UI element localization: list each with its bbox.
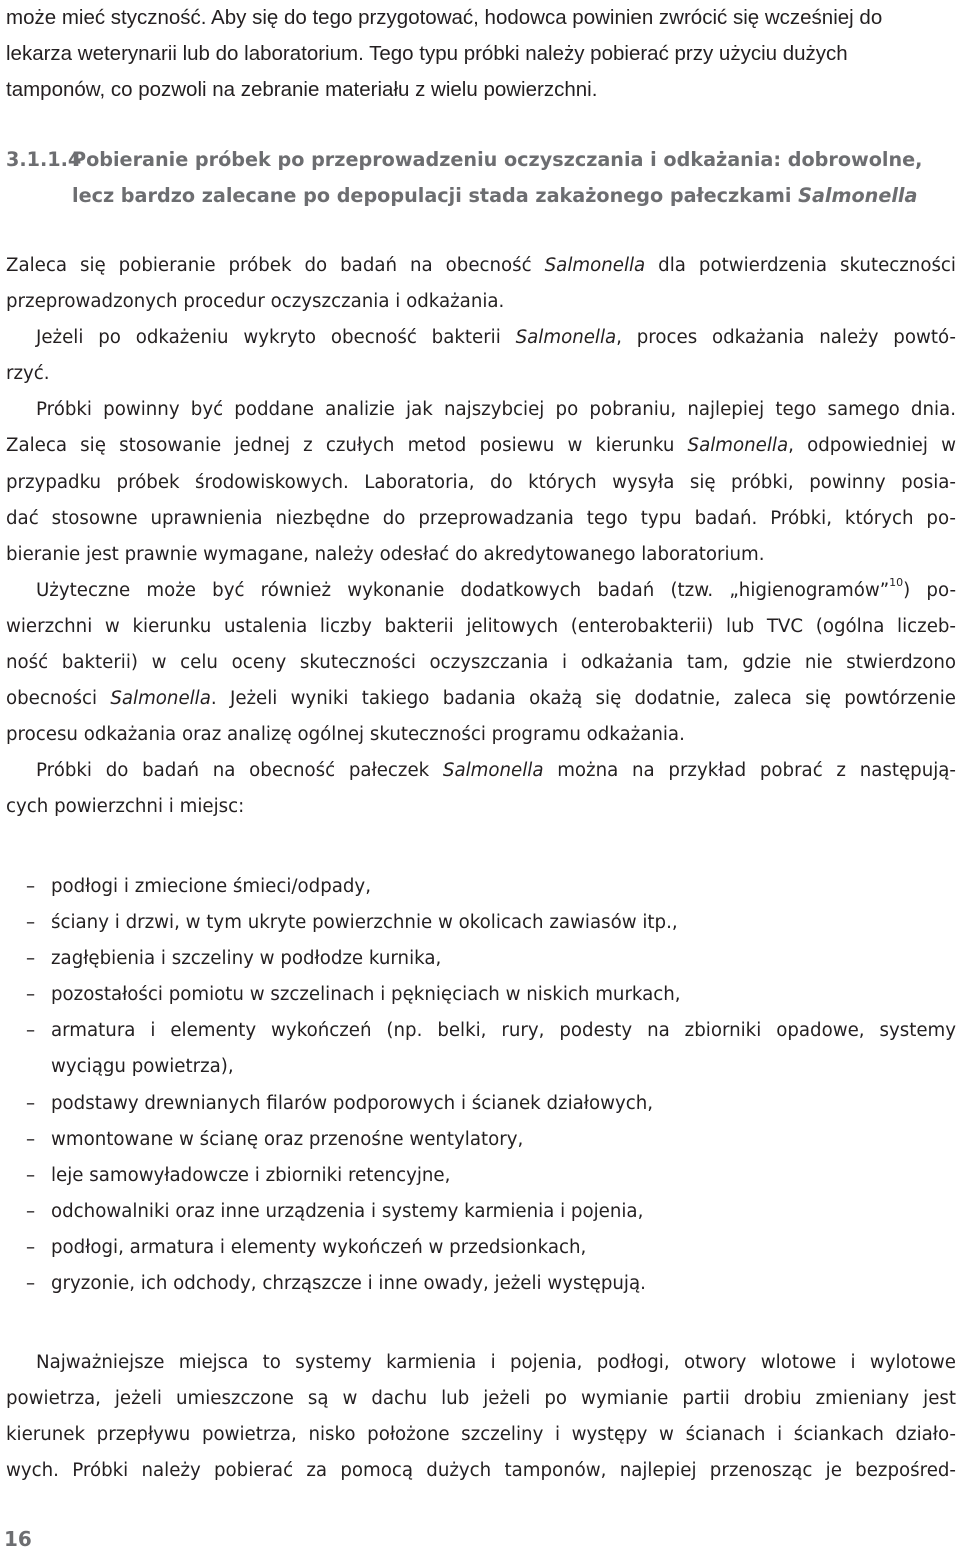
text-line: Najważniejsze miejsca to systemy karmienia i pojenia, podłogi, otwory wlotowe i wylotowe: [36, 1352, 956, 1373]
list-item-text: – zagłębienia i szczeliny w podłodze kurnika,: [51, 948, 442, 970]
italic-term: Salmonella: [544, 255, 646, 276]
text-line: [6, 681, 956, 717]
list-item: [26, 1194, 956, 1230]
body-text: [6, 248, 956, 826]
heading-line: [6, 142, 956, 178]
list-item-text: – pozostałości pomiotu w szczelinach i pęknięciach w niskich murkach,: [51, 984, 681, 1006]
text-line: Próbki powinny być poddane analizie jak najszybciej po pobraniu, najlepiej tego samego dnia.: [36, 399, 956, 421]
text-run: , proces odkażania należy powtó-: [616, 327, 956, 349]
list-item-text: – gryzonie, ich odchody, chrząszcze i inne owady, jeżeli występują.: [51, 1273, 646, 1295]
closing-paragraph: [6, 1345, 956, 1489]
text-line: przypadku próbek środowiskowych. Laboratoria, do których wysyła się próbki, powinny posia-: [6, 471, 956, 493]
list-item-text: – podłogi, armatura i elementy wykończeń w przedsionkach,: [51, 1236, 587, 1258]
list-item: [26, 977, 956, 1013]
text-line: [6, 753, 956, 789]
sampling-locations-list: [26, 869, 956, 1302]
list-item-text: – leje samowyładowcze i zbiorniki retencyjne,: [51, 1164, 451, 1186]
text-line: [6, 428, 956, 464]
text-line: powietrza, jeżeli umieszczone są w dachu lub jeżeli po wymianie partii drobiu zmieniany jest: [6, 1388, 956, 1410]
list-item-text: – wmontowane w ścianę oraz przenośne wentylatory,: [51, 1128, 524, 1150]
list-item: [26, 1122, 956, 1158]
text-run: Użyteczne może być również wykonanie dodatkowych badań (tzw. „higienogramów”: [36, 579, 890, 601]
text-line: dać stosowne uprawnienia niezbędne do przeprowadzania tego typu badań. Próbki, których po-: [6, 507, 956, 529]
text-line: [6, 248, 956, 284]
list-item: [26, 1013, 956, 1085]
text-run: Jeżeli po odkażeniu wykryto obecność bakterii: [36, 327, 516, 349]
text-line: lekarza weterynarii lub do laboratorium. Tego typu próbki należy pobierać przy użyciu dużych: [6, 42, 848, 65]
text-run: ) po-: [903, 579, 957, 601]
list-item-text: wyciągu powietrza),: [51, 1056, 234, 1078]
list-item-text: – armatura i elementy wykończeń (np. belki, rury, podesty na zbiorniki opadowe, systemy: [51, 1020, 956, 1042]
text-line: rzyć.: [6, 363, 50, 385]
text-line: bieranie jest prawnie wymagane, należy odesłać do akredytowanego laboratorium.: [6, 543, 765, 565]
heading-line: [6, 178, 956, 214]
list-item-text: – podstawy drewnianych filarów podporowych i ścianek działowych,: [51, 1092, 654, 1114]
text-line: wierzchni w kierunku ustalenia liczby bakterii jelitowych (enterobakterii) lub TVC (ogólna liczeb-: [6, 615, 956, 637]
intro-paragraph: [6, 0, 956, 108]
list-item: [26, 905, 956, 941]
text-line: [6, 320, 956, 356]
text-run: obecności: [6, 688, 111, 710]
italic-term: Salmonella: [442, 760, 544, 782]
text-run: Próbki do badań na obecność pałeczek: [36, 760, 443, 782]
heading-text: Pobieranie próbek po przeprowadzeniu oczyszczania i odkażania: dobrowolne,: [72, 148, 923, 171]
text-line: przeprowadzonych procedur oczyszczania i odkażania.: [6, 291, 505, 313]
text-run: można na przykład pobrać z następują-: [543, 760, 956, 782]
text-run: dla potwierdzenia skuteczności: [645, 255, 956, 276]
list-item: [26, 869, 956, 905]
list-item-text: – podłogi i zmiecione śmieci/odpady,: [51, 876, 371, 897]
text-line: może mieć styczność. Aby się do tego przygotować, hodowca powinien zwrócić się wcześniej do: [6, 6, 883, 29]
heading-italic-term: Salmonella: [798, 184, 918, 207]
text-line: kierunek przepływu powietrza, nisko położone szczeliny i występy w ścianach i ściankach działo-: [6, 1424, 956, 1446]
list-item-text: – odchowalniki oraz inne urządzenia i systemy karmienia i pojenia,: [51, 1200, 644, 1222]
text-line: wych. Próbki należy pobierać za pomocą dużych tamponów, najlepiej przenosząc je bezpośred-: [6, 1460, 956, 1482]
text-line: [6, 573, 956, 609]
list-item-text: – ściany i drzwi, w tym ukryte powierzchnie w okolicach zawiasów itp.,: [51, 912, 678, 934]
list-item: [26, 1158, 956, 1194]
list-item: [26, 941, 956, 977]
text-run: Zaleca się stosowanie jednej z czułych metod posiewu w kierunku: [6, 435, 688, 457]
heading-text: lecz bardzo zalecane po depopulacji stada zakażonego pałeczkami: [72, 184, 799, 207]
italic-term: Salmonella: [110, 688, 211, 710]
text-line: procesu odkażania oraz analizę ogólnej skuteczności programu odkażania.: [6, 724, 685, 746]
list-item: [26, 1266, 956, 1302]
page-number: 16: [4, 1527, 32, 1551]
text-run: , odpowiedniej w: [788, 435, 956, 457]
text-run: Zaleca się pobieranie próbek do badań na obecność: [6, 255, 545, 276]
italic-term: Salmonella: [687, 435, 789, 457]
italic-term: Salmonella: [515, 327, 617, 349]
text-line: cych powierzchni i miejsc:: [6, 796, 245, 818]
footnote-ref: 10: [889, 575, 904, 589]
section-number: 3.1.1.4: [6, 148, 82, 171]
list-item: [26, 1230, 956, 1266]
text-line: ność bakterii) w celu oceny skuteczności oczyszczania i odkażania tam, gdzie nie stwierdzono: [6, 652, 956, 674]
text-run: . Jeżeli wyniki takiego badania okażą się dodatnie, zaleca się powtórzenie: [210, 688, 956, 710]
section-heading: [6, 142, 956, 214]
text-line: tamponów, co pozwoli na zebranie materiału z wielu powierzchni.: [6, 78, 598, 101]
list-item: [26, 1086, 956, 1122]
